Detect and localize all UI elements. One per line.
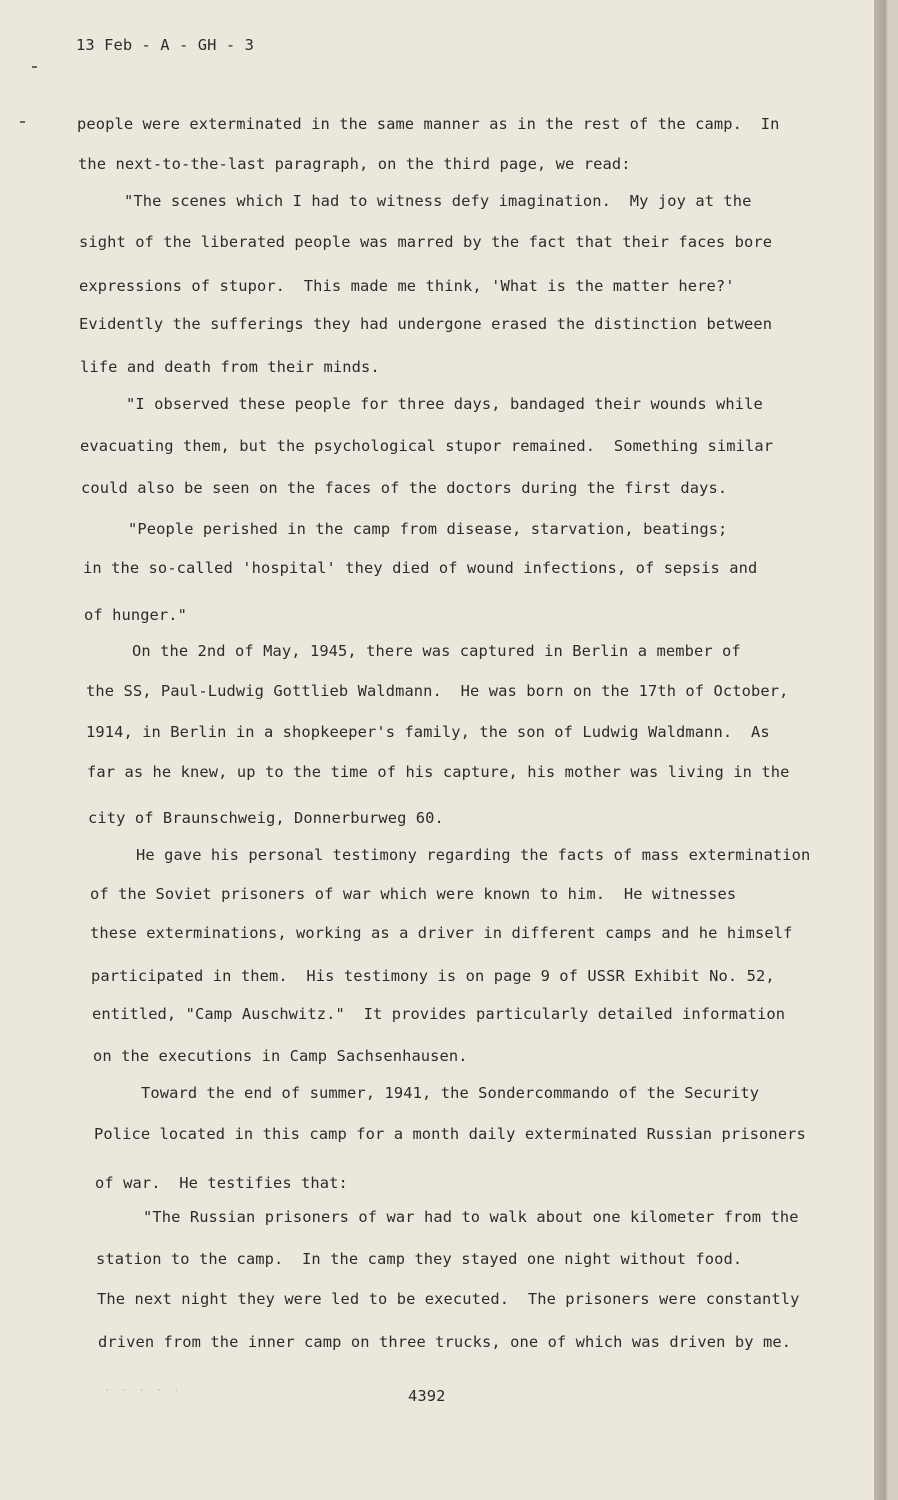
text-line: entitled, "Camp Auschwitz." It provides particularly detailed information <box>92 1005 786 1023</box>
faint-stamp-mark: · · · · · <box>104 1384 182 1397</box>
text-line: Toward the end of summer, 1941, the Sondercommando of the Security <box>141 1084 760 1102</box>
text-line: of war. He testifies that: <box>95 1174 348 1192</box>
text-line: sight of the liberated people was marred by the fact that their faces bore <box>79 233 773 251</box>
text-line: of hunger." <box>84 606 188 624</box>
text-line: of the Soviet prisoners of war which were known to him. He witnesses <box>90 885 737 903</box>
text-line: could also be seen on the faces of the doctors during the first days. <box>81 479 728 497</box>
margin-mark <box>32 66 37 68</box>
text-line: station to the camp. In the camp they stayed one night without food. <box>96 1250 743 1268</box>
page-number: 4392 <box>408 1387 446 1405</box>
text-line: far as he knew, up to the time of his capture, his mother was living in the <box>87 763 790 781</box>
text-line: The next night they were led to be executed. The prisoners were constantly <box>97 1290 800 1308</box>
text-line: these exterminations, working as a driver in different camps and he himself <box>90 924 793 942</box>
text-line: "People perished in the camp from disease, starvation, beatings; <box>128 520 728 538</box>
text-line: Police located in this camp for a month daily exterminated Russian prisoners <box>94 1125 806 1143</box>
text-line: 1914, in Berlin in a shopkeeper's family, the son of Ludwig Waldmann. As <box>86 723 770 741</box>
text-line: participated in them. His testimony is on page 9 of USSR Exhibit No. 52, <box>91 967 775 985</box>
text-line: driven from the inner camp on three trucks, one of which was driven by me. <box>98 1333 792 1351</box>
text-line: "I observed these people for three days, bandaged their wounds while <box>126 395 763 413</box>
text-line: "The Russian prisoners of war had to walk about one kilometer from the <box>143 1208 799 1226</box>
text-line: evacuating them, but the psychological stupor remained. Something similar <box>80 437 774 455</box>
text-line: Evidently the sufferings they had undergone erased the distinction between <box>79 315 773 333</box>
text-line: people were exterminated in the same manner as in the rest of the camp. In <box>77 115 780 133</box>
page-edge <box>874 0 886 1500</box>
text-line: the next-to-the-last paragraph, on the third page, we read: <box>78 155 631 173</box>
text-line: on the executions in Camp Sachsenhausen. <box>93 1047 468 1065</box>
page-header: 13 Feb - A - GH - 3 <box>76 36 254 54</box>
text-line: "The scenes which I had to witness defy imagination. My joy at the <box>124 192 752 210</box>
text-line: On the 2nd of May, 1945, there was captured in Berlin a member of <box>132 642 741 660</box>
text-line: life and death from their minds. <box>80 358 380 376</box>
text-line: city of Braunschweig, Donnerburweg 60. <box>88 809 444 827</box>
text-line: in the so-called 'hospital' they died of wound infections, of sepsis and <box>83 559 758 577</box>
text-line: He gave his personal testimony regarding the facts of mass extermination <box>136 846 811 864</box>
text-line: the SS, Paul-Ludwig Gottlieb Waldmann. He was born on the 17th of October, <box>86 682 789 700</box>
margin-mark <box>20 121 25 123</box>
text-line: expressions of stupor. This made me think, 'What is the matter here?' <box>79 277 735 295</box>
